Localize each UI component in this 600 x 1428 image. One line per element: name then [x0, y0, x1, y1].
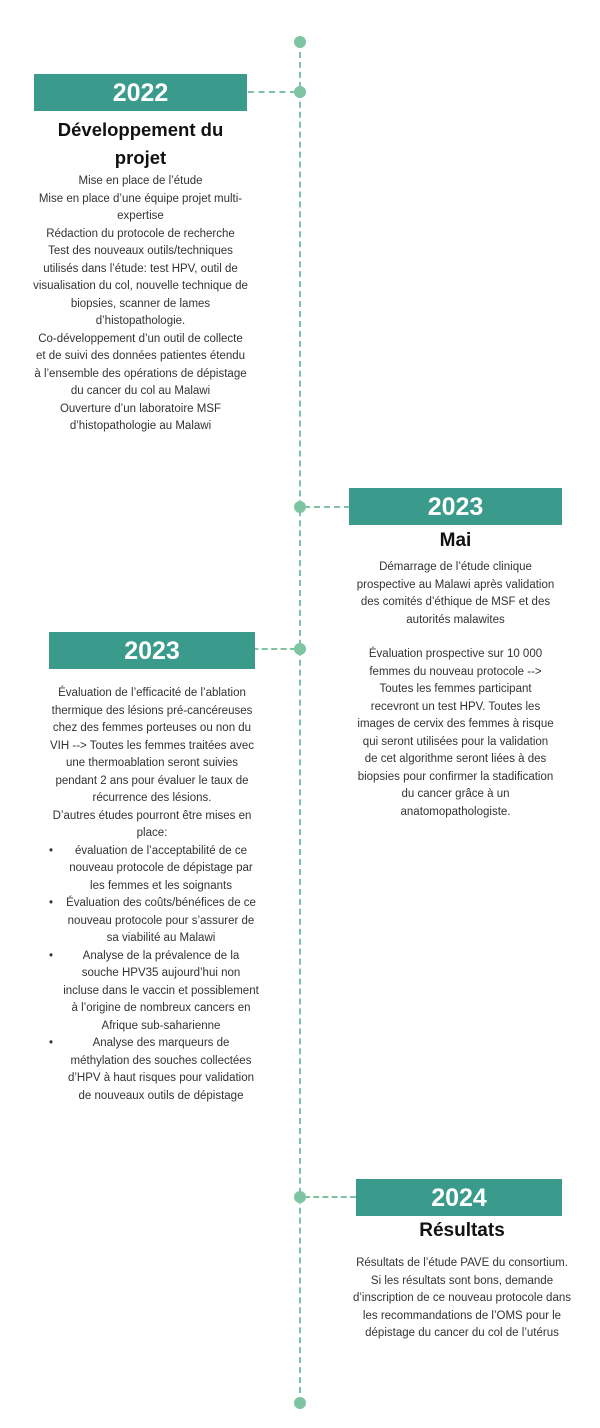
- event-body-2023-mai: [355, 559, 556, 821]
- event-body-2023: [45, 685, 259, 1105]
- paragraph-gap: [355, 629, 556, 646]
- event-body-2022: [32, 173, 249, 436]
- event-line: Co-développement d’un outil de collecte et de suivi des données patientes étendu à l’ensemble des opérations de dépistage du cancer du col au Malawi: [34, 332, 247, 397]
- event-title-mai: Mai: [439, 530, 472, 551]
- event-line: Ouverture d’un laboratoire MSF d’histopathologie au Malawi: [59, 402, 222, 432]
- event-line: Rédaction du protocole de recherche: [46, 227, 235, 240]
- event-lead: D’autres études pourront être mises en place:: [52, 809, 252, 839]
- event-paragraph: Démarrage de l’étude clinique prospective au Malawi après validation des comités d’éthique de MSF et des autorités malawites: [356, 561, 555, 626]
- year-badge-2023-mai: 2023: [349, 488, 562, 525]
- year-badge-2024: 2024: [356, 1179, 562, 1216]
- event-body-2024: [352, 1255, 572, 1343]
- event-paragraph: Évaluation prospective sur 10 000 femmes du nouveau protocole --> Toutes les femmes participant recevront un test HPV. Toutes les images de cervix des femmes à risque qui seront utilisées pour la validation de cet algorithme seront liées à des biopsies pour confirmer la stadification du cancer grâce à un anatomopathologiste.: [357, 648, 554, 818]
- event-line: Mise en place d’une équipe projet multi-expertise: [38, 192, 243, 222]
- event-line: Test des nouveaux outils/techniques utilisés dans l’étude: test HPV, outil de visualisation du col, nouvelle technique de biopsies, scanner de lames d’histopathologie.: [33, 245, 248, 327]
- event-intro: Évaluation de l’efficacité de l’ablation thermique des lésions pré-cancéreuses chez des femmes porteuses ou non du VIH --> Toutes les femmes traitées avec une thermoablation seront suivies pendant 2 ans pour évaluer le taux de récurrence des lésions.: [50, 687, 254, 804]
- event-title-2022: Développement du projet: [57, 119, 224, 168]
- connector-2023-mai: [304, 506, 350, 508]
- list-item: • évaluation de l’acceptabilité de ce nouveau protocole de dépistage par les femmes et les soignants: [45, 843, 259, 896]
- timeline-dot-top: [294, 36, 306, 48]
- list-item: • Analyse de la prévalence de la souche HPV35 aujourd’hui non incluse dans le vaccin et possiblement à l’origine de nombreux cancers en Afrique sub-saharienne: [45, 948, 259, 1036]
- event-text: Résultats de l’étude PAVE du consortium. Si les résultats sont bons, demande d’inscription de ce nouveau protocole dans les recommandations de l’OMS pour le dépistage du cancer du col de l’utérus: [352, 1257, 571, 1339]
- timeline-dot-bottom: [294, 1397, 306, 1409]
- year-badge-2023: 2023: [49, 632, 255, 669]
- connector-2022: [248, 91, 296, 93]
- list-item: • Analyse des marqueurs de méthylation des souches collectées d’HPV à haut risques pour validation de nouveaux outils de dépistage: [45, 1035, 259, 1105]
- connector-2024: [304, 1196, 356, 1198]
- list-item: • Évaluation des coûts/bénéfices de ce nouveau protocole pour s’assurer de sa viabilité au Malawi: [45, 895, 259, 948]
- event-line: Mise en place de l’étude: [78, 175, 203, 187]
- year-badge-2022: 2022: [34, 74, 247, 111]
- event-title-resultats: Résultats: [419, 1220, 505, 1241]
- study-list: [45, 843, 259, 1106]
